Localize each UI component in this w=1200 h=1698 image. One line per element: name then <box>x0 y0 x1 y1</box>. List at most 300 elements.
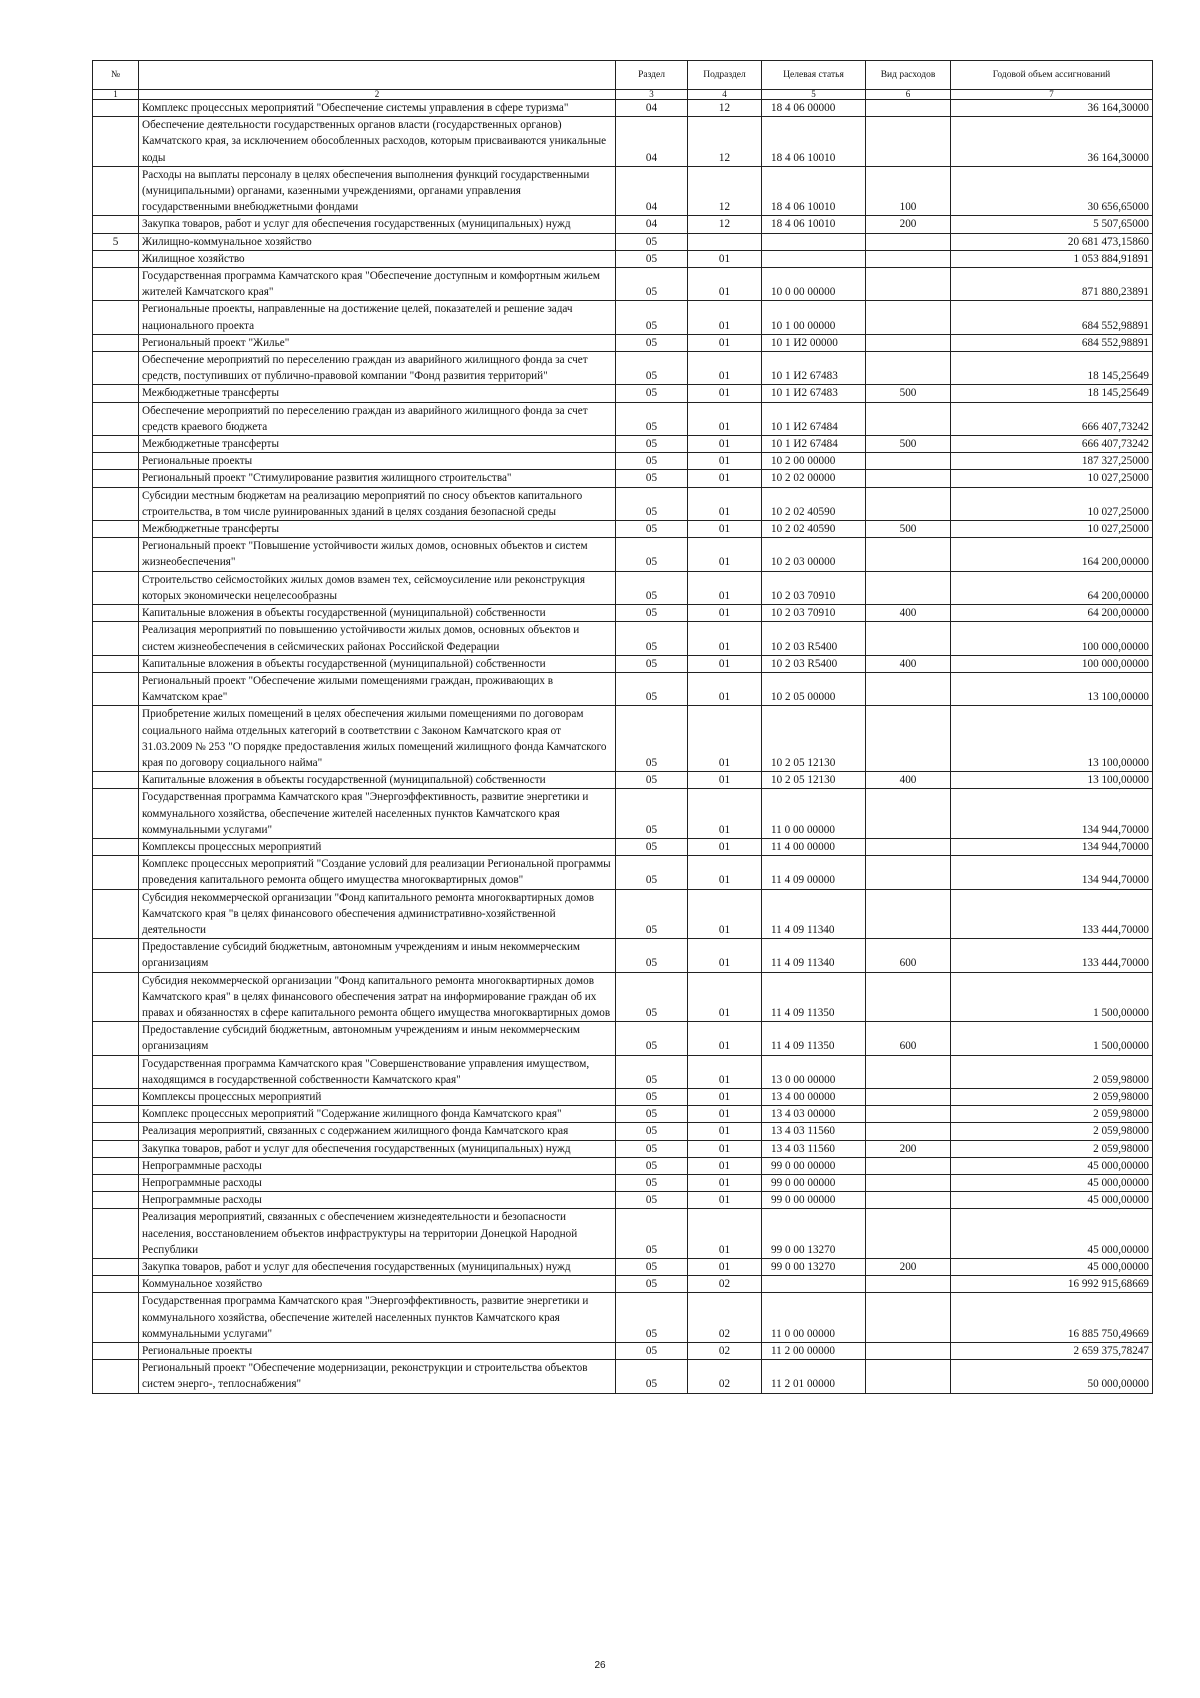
row-razdel-cell: 05 <box>616 789 688 839</box>
table-row <box>93 838 1153 855</box>
row-podrazdel-cell: 01 <box>688 1192 762 1209</box>
col-header-annual-volume: Годовой объем ассигнований <box>951 61 1153 90</box>
row-razdel-cell: 05 <box>616 352 688 385</box>
row-podrazdel-cell: 02 <box>688 1276 762 1293</box>
row-target-article-cell: 10 1 И2 67484 <box>762 402 866 435</box>
row-amount-cell: 133 444,70000 <box>951 939 1153 972</box>
row-name-cell: Закупка товаров, работ и услуг для обеспечения государственных (муниципальных) нужд <box>139 1259 616 1276</box>
row-number-cell <box>93 838 139 855</box>
row-expense-type-cell <box>866 889 951 939</box>
row-razdel-cell: 05 <box>616 1343 688 1360</box>
row-number-cell <box>93 1209 139 1259</box>
row-podrazdel-cell: 12 <box>688 166 762 216</box>
row-razdel-cell: 05 <box>616 521 688 538</box>
row-amount-cell: 871 880,23891 <box>951 268 1153 301</box>
row-podrazdel-cell: 01 <box>688 622 762 655</box>
row-podrazdel-cell: 01 <box>688 838 762 855</box>
row-expense-type-cell <box>866 1106 951 1123</box>
row-podrazdel-cell: 01 <box>688 605 762 622</box>
row-target-article-cell: 99 0 00 13270 <box>762 1259 866 1276</box>
row-podrazdel-cell: 01 <box>688 1123 762 1140</box>
row-amount-cell: 45 000,00000 <box>951 1157 1153 1174</box>
row-razdel-cell: 05 <box>616 605 688 622</box>
row-razdel-cell: 05 <box>616 453 688 470</box>
row-name-cell: Комплексы процессных мероприятий <box>139 838 616 855</box>
row-podrazdel-cell: 01 <box>688 334 762 351</box>
row-number-cell <box>93 216 139 233</box>
row-expense-type-cell <box>866 334 951 351</box>
row-number-cell <box>93 706 139 772</box>
row-amount-cell: 30 656,65000 <box>951 166 1153 216</box>
row-name-cell: Обеспечение мероприятий по переселению граждан из аварийного жилищного фонда за счет средств краевого бюджета <box>139 402 616 435</box>
row-razdel-cell: 05 <box>616 1140 688 1157</box>
row-podrazdel-cell: 12 <box>688 216 762 233</box>
row-amount-cell: 187 327,25000 <box>951 453 1153 470</box>
row-name-cell: Региональный проект "Стимулирование развития жилищного строительства" <box>139 470 616 487</box>
table-row <box>93 1157 1153 1174</box>
row-name-cell: Обеспечение мероприятий по переселению граждан из аварийного жилищного фонда за счет средств, поступивших от публично-правовой компании "Фонд развития территорий" <box>139 352 616 385</box>
row-name-cell: Капитальные вложения в объекты государственной (муниципальной) собственности <box>139 605 616 622</box>
row-razdel-cell: 05 <box>616 1106 688 1123</box>
row-expense-type-cell <box>866 1088 951 1105</box>
row-target-article-cell: 10 2 05 12130 <box>762 706 866 772</box>
row-razdel-cell: 05 <box>616 655 688 672</box>
row-target-article-cell: 18 4 06 00000 <box>762 100 866 117</box>
row-name-cell: Закупка товаров, работ и услуг для обеспечения государственных (муниципальных) нужд <box>139 1140 616 1157</box>
row-razdel-cell: 05 <box>616 1293 688 1343</box>
table-row <box>93 538 1153 571</box>
row-expense-type-cell <box>866 1209 951 1259</box>
row-razdel-cell: 05 <box>616 385 688 402</box>
table-row <box>93 117 1153 167</box>
row-name-cell: Жилищное хозяйство <box>139 250 616 267</box>
row-amount-cell: 45 000,00000 <box>951 1209 1153 1259</box>
row-name-cell: Региональные проекты <box>139 453 616 470</box>
row-expense-type-cell <box>866 453 951 470</box>
row-target-article-cell: 99 0 00 00000 <box>762 1192 866 1209</box>
row-amount-cell: 134 944,70000 <box>951 856 1153 889</box>
row-number-cell <box>93 1192 139 1209</box>
col-header-target-article: Целевая статья <box>762 61 866 90</box>
col-number-4: 4 <box>688 90 762 100</box>
row-number-cell <box>93 1259 139 1276</box>
row-expense-type-cell <box>866 1175 951 1192</box>
row-target-article-cell: 11 2 01 00000 <box>762 1360 866 1393</box>
row-razdel-cell: 05 <box>616 1175 688 1192</box>
row-number-cell <box>93 268 139 301</box>
table-row <box>93 166 1153 216</box>
row-amount-cell: 134 944,70000 <box>951 789 1153 839</box>
row-target-article-cell: 11 4 09 00000 <box>762 856 866 889</box>
row-number-cell <box>93 1276 139 1293</box>
row-razdel-cell: 05 <box>616 706 688 772</box>
row-number-cell <box>93 939 139 972</box>
row-razdel-cell: 04 <box>616 216 688 233</box>
row-amount-cell: 100 000,00000 <box>951 622 1153 655</box>
row-razdel-cell: 05 <box>616 470 688 487</box>
row-number-cell <box>93 1157 139 1174</box>
row-podrazdel-cell: 02 <box>688 1360 762 1393</box>
row-target-article-cell <box>762 250 866 267</box>
row-number-cell <box>93 856 139 889</box>
row-expense-type-cell <box>866 1293 951 1343</box>
row-name-cell: Государственная программа Камчатского края "Совершенствование управления имуществом, находящимся в государственной собственности Камчатского края" <box>139 1055 616 1088</box>
row-amount-cell: 134 944,70000 <box>951 838 1153 855</box>
row-amount-cell: 2 059,98000 <box>951 1123 1153 1140</box>
row-name-cell: Предоставление субсидий бюджетным, автономным учреждениям и иным некоммерческим организациям <box>139 939 616 972</box>
row-podrazdel-cell: 02 <box>688 1343 762 1360</box>
row-expense-type-cell <box>866 402 951 435</box>
row-name-cell: Государственная программа Камчатского края "Энергоэффективность, развитие энергетики и коммунального хозяйства, обеспечение жителей населенных пунктов Камчатского края коммунальными услугами" <box>139 1293 616 1343</box>
row-razdel-cell: 05 <box>616 1276 688 1293</box>
row-target-article-cell: 10 2 03 70910 <box>762 571 866 604</box>
row-name-cell: Коммунальное хозяйство <box>139 1276 616 1293</box>
table-row <box>93 216 1153 233</box>
table-row <box>93 1276 1153 1293</box>
col-number-6: 6 <box>866 90 951 100</box>
row-name-cell: Расходы на выплаты персоналу в целях обеспечения выполнения функций государственными (муниципальными) органами, казенными учреждениями, органами управления государственными внебюджетными фондами <box>139 166 616 216</box>
row-amount-cell: 666 407,73242 <box>951 436 1153 453</box>
table-row <box>93 622 1153 655</box>
row-amount-cell: 10 027,25000 <box>951 487 1153 520</box>
row-amount-cell: 2 059,98000 <box>951 1088 1153 1105</box>
table-row <box>93 1192 1153 1209</box>
row-amount-cell: 2 059,98000 <box>951 1140 1153 1157</box>
row-target-article-cell: 11 2 00 00000 <box>762 1343 866 1360</box>
row-expense-type-cell: 100 <box>866 166 951 216</box>
row-name-cell: Непрограммные расходы <box>139 1192 616 1209</box>
row-target-article-cell: 10 2 02 40590 <box>762 487 866 520</box>
column-numbers-row <box>93 90 1153 100</box>
table-row <box>93 1293 1153 1343</box>
row-podrazdel-cell: 12 <box>688 117 762 167</box>
row-razdel-cell: 05 <box>616 672 688 705</box>
row-expense-type-cell <box>866 622 951 655</box>
row-name-cell: Региональный проект "Повышение устойчивости жилых домов, основных объектов и систем жизнеобеспечения" <box>139 538 616 571</box>
table-row <box>93 571 1153 604</box>
row-razdel-cell: 05 <box>616 1192 688 1209</box>
row-razdel-cell: 04 <box>616 100 688 117</box>
row-number-cell <box>93 117 139 167</box>
row-number-cell <box>93 521 139 538</box>
row-razdel-cell: 05 <box>616 571 688 604</box>
table-row <box>93 402 1153 435</box>
row-razdel-cell: 05 <box>616 1022 688 1055</box>
row-expense-type-cell <box>866 100 951 117</box>
row-razdel-cell: 05 <box>616 1157 688 1174</box>
table-row <box>93 789 1153 839</box>
row-name-cell: Региональные проекты <box>139 1343 616 1360</box>
table-row <box>93 1022 1153 1055</box>
row-razdel-cell: 05 <box>616 1088 688 1105</box>
row-razdel-cell: 05 <box>616 1259 688 1276</box>
row-target-article-cell: 10 2 00 00000 <box>762 453 866 470</box>
row-amount-cell: 45 000,00000 <box>951 1175 1153 1192</box>
row-name-cell: Реализация мероприятий по повышению устойчивости жилых домов, основных объектов и систем жизнеобеспечения в сейсмических районах Российской Федерации <box>139 622 616 655</box>
row-podrazdel-cell: 12 <box>688 100 762 117</box>
row-target-article-cell: 10 2 03 00000 <box>762 538 866 571</box>
row-number-cell <box>93 1360 139 1393</box>
row-podrazdel-cell: 01 <box>688 301 762 334</box>
col-number-7: 7 <box>951 90 1153 100</box>
row-amount-cell: 1 500,00000 <box>951 972 1153 1022</box>
row-podrazdel-cell: 01 <box>688 672 762 705</box>
table-row <box>93 856 1153 889</box>
row-expense-type-cell: 400 <box>866 772 951 789</box>
row-razdel-cell: 05 <box>616 538 688 571</box>
table-row <box>93 1209 1153 1259</box>
row-expense-type-cell: 600 <box>866 1022 951 1055</box>
row-expense-type-cell <box>866 1157 951 1174</box>
row-podrazdel-cell: 01 <box>688 1022 762 1055</box>
row-target-article-cell <box>762 233 866 250</box>
row-number-cell <box>93 436 139 453</box>
row-name-cell: Непрограммные расходы <box>139 1157 616 1174</box>
row-amount-cell: 50 000,00000 <box>951 1360 1153 1393</box>
row-razdel-cell: 05 <box>616 856 688 889</box>
row-name-cell: Региональный проект "Жилье" <box>139 334 616 351</box>
row-amount-cell: 100 000,00000 <box>951 655 1153 672</box>
row-name-cell: Субсидия некоммерческой организации "Фонд капитального ремонта многоквартирных домов Камчатского края "в целях финансового обеспечения административно-хозяйственной деятельности <box>139 889 616 939</box>
row-razdel-cell: 05 <box>616 1055 688 1088</box>
row-target-article-cell: 99 0 00 00000 <box>762 1175 866 1192</box>
row-number-cell <box>93 655 139 672</box>
row-name-cell: Комплекс процессных мероприятий "Обеспечение системы управления в сфере туризма" <box>139 100 616 117</box>
row-name-cell: Межбюджетные трансферты <box>139 521 616 538</box>
row-expense-type-cell <box>866 1360 951 1393</box>
row-amount-cell: 16 992 915,68669 <box>951 1276 1153 1293</box>
row-podrazdel-cell: 01 <box>688 1175 762 1192</box>
col-header-podrazdel: Подраздел <box>688 61 762 90</box>
row-expense-type-cell <box>866 301 951 334</box>
row-target-article-cell: 11 4 09 11340 <box>762 939 866 972</box>
row-expense-type-cell <box>866 487 951 520</box>
col-number-5: 5 <box>762 90 866 100</box>
table-row <box>93 655 1153 672</box>
table-row <box>93 1123 1153 1140</box>
row-number-cell: 5 <box>93 233 139 250</box>
row-target-article-cell: 10 1 И2 67484 <box>762 436 866 453</box>
col-header-name <box>139 61 616 90</box>
row-razdel-cell: 05 <box>616 334 688 351</box>
table-row <box>93 100 1153 117</box>
row-number-cell <box>93 672 139 705</box>
row-expense-type-cell <box>866 268 951 301</box>
row-target-article-cell: 18 4 06 10010 <box>762 117 866 167</box>
row-name-cell: Обеспечение деятельности государственных органов власти (государственных органов) Камчатского края, за исключением обособленных расходов, которым присваиваются уникальные коды <box>139 117 616 167</box>
row-razdel-cell: 05 <box>616 436 688 453</box>
row-number-cell <box>93 772 139 789</box>
row-name-cell: Межбюджетные трансферты <box>139 385 616 402</box>
row-number-cell <box>93 100 139 117</box>
table-body <box>93 100 1153 1394</box>
row-amount-cell: 64 200,00000 <box>951 571 1153 604</box>
row-expense-type-cell: 600 <box>866 939 951 972</box>
row-expense-type-cell: 200 <box>866 216 951 233</box>
row-number-cell <box>93 166 139 216</box>
row-amount-cell: 13 100,00000 <box>951 706 1153 772</box>
row-number-cell <box>93 622 139 655</box>
row-name-cell: Реализация мероприятий, связанных с содержанием жилищного фонда Камчатского края <box>139 1123 616 1140</box>
row-number-cell <box>93 1088 139 1105</box>
row-name-cell: Региональный проект "Обеспечение жилыми помещениями граждан, проживающих в Камчатском крае" <box>139 672 616 705</box>
row-amount-cell: 36 164,30000 <box>951 100 1153 117</box>
row-razdel-cell: 05 <box>616 939 688 972</box>
row-podrazdel-cell: 01 <box>688 772 762 789</box>
table-row <box>93 1175 1153 1192</box>
row-amount-cell: 16 885 750,49669 <box>951 1293 1153 1343</box>
row-amount-cell: 164 200,00000 <box>951 538 1153 571</box>
row-target-article-cell: 10 1 00 00000 <box>762 301 866 334</box>
row-target-article-cell: 11 4 09 11340 <box>762 889 866 939</box>
row-name-cell: Субсидии местным бюджетам на реализацию мероприятий по сносу объектов капитального строительства, в том числе руинированных зданий в целях создания безопасной среды <box>139 487 616 520</box>
row-podrazdel-cell: 02 <box>688 1293 762 1343</box>
row-podrazdel-cell: 01 <box>688 1140 762 1157</box>
row-expense-type-cell <box>866 1192 951 1209</box>
row-number-cell <box>93 889 139 939</box>
row-name-cell: Жилищно-коммунальное хозяйство <box>139 233 616 250</box>
row-podrazdel-cell: 01 <box>688 352 762 385</box>
table-row <box>93 521 1153 538</box>
row-name-cell: Капитальные вложения в объекты государственной (муниципальной) собственности <box>139 655 616 672</box>
row-number-cell <box>93 385 139 402</box>
row-number-cell <box>93 605 139 622</box>
table-row <box>93 706 1153 772</box>
col-header-number: № <box>93 61 139 90</box>
row-target-article-cell: 11 4 09 11350 <box>762 1022 866 1055</box>
table-row <box>93 453 1153 470</box>
row-target-article-cell: 13 0 00 00000 <box>762 1055 866 1088</box>
row-number-cell <box>93 1343 139 1360</box>
col-number-2: 2 <box>139 90 616 100</box>
row-number-cell <box>93 1140 139 1157</box>
row-podrazdel-cell: 01 <box>688 402 762 435</box>
row-podrazdel-cell: 01 <box>688 1157 762 1174</box>
row-number-cell <box>93 402 139 435</box>
row-target-article-cell: 10 2 05 12130 <box>762 772 866 789</box>
table-row <box>93 605 1153 622</box>
table-row <box>93 972 1153 1022</box>
row-razdel-cell: 05 <box>616 1360 688 1393</box>
row-amount-cell: 18 145,25649 <box>951 385 1153 402</box>
row-razdel-cell: 05 <box>616 487 688 520</box>
row-target-article-cell: 10 2 02 00000 <box>762 470 866 487</box>
row-razdel-cell: 04 <box>616 166 688 216</box>
row-expense-type-cell <box>866 706 951 772</box>
row-name-cell: Государственная программа Камчатского края "Энергоэффективность, развитие энергетики и коммунального хозяйства, обеспечение жителей населенных пунктов Камчатского края коммунальными услугами" <box>139 789 616 839</box>
table-row <box>93 385 1153 402</box>
table-row <box>93 772 1153 789</box>
row-number-cell <box>93 571 139 604</box>
row-podrazdel-cell: 01 <box>688 939 762 972</box>
row-expense-type-cell <box>866 1343 951 1360</box>
row-name-cell: Региональные проекты, направленные на достижение целей, показателей и решение задач национального проекта <box>139 301 616 334</box>
budget-table-container <box>92 60 1152 1394</box>
row-expense-type-cell <box>866 789 951 839</box>
table-row <box>93 352 1153 385</box>
row-amount-cell: 1 500,00000 <box>951 1022 1153 1055</box>
row-expense-type-cell <box>866 117 951 167</box>
row-razdel-cell: 05 <box>616 838 688 855</box>
row-target-article-cell: 10 1 И2 00000 <box>762 334 866 351</box>
row-podrazdel-cell: 01 <box>688 1106 762 1123</box>
row-name-cell: Региональный проект "Обеспечение модернизации, реконструкции и строительства объектов систем энерго-, теплоснабжения" <box>139 1360 616 1393</box>
row-podrazdel-cell: 01 <box>688 789 762 839</box>
col-header-razdel: Раздел <box>616 61 688 90</box>
row-razdel-cell: 05 <box>616 402 688 435</box>
table-row <box>93 436 1153 453</box>
row-number-cell <box>93 1106 139 1123</box>
row-expense-type-cell <box>866 538 951 571</box>
row-expense-type-cell: 200 <box>866 1259 951 1276</box>
row-expense-type-cell: 500 <box>866 385 951 402</box>
row-target-article-cell: 18 4 06 10010 <box>762 166 866 216</box>
row-razdel-cell: 05 <box>616 250 688 267</box>
row-razdel-cell: 05 <box>616 972 688 1022</box>
row-podrazdel-cell: 01 <box>688 250 762 267</box>
row-target-article-cell: 10 1 И2 67483 <box>762 385 866 402</box>
row-expense-type-cell: 400 <box>866 605 951 622</box>
row-expense-type-cell <box>866 1055 951 1088</box>
row-number-cell <box>93 1123 139 1140</box>
table-header-row <box>93 61 1153 90</box>
row-name-cell: Строительство сейсмостойких жилых домов взамен тех, сейсмоусиление или реконструкция которых экономически нецелесообразны <box>139 571 616 604</box>
row-number-cell <box>93 470 139 487</box>
row-podrazdel-cell: 01 <box>688 1088 762 1105</box>
row-expense-type-cell: 500 <box>866 521 951 538</box>
row-amount-cell: 45 000,00000 <box>951 1192 1153 1209</box>
row-name-cell: Межбюджетные трансферты <box>139 436 616 453</box>
row-amount-cell: 13 100,00000 <box>951 672 1153 705</box>
row-number-cell <box>93 453 139 470</box>
table-row <box>93 470 1153 487</box>
row-amount-cell: 20 681 473,15860 <box>951 233 1153 250</box>
row-podrazdel-cell: 01 <box>688 521 762 538</box>
row-amount-cell: 2 059,98000 <box>951 1055 1153 1088</box>
table-row <box>93 487 1153 520</box>
table-row <box>93 301 1153 334</box>
row-razdel-cell: 05 <box>616 1123 688 1140</box>
table-row <box>93 1343 1153 1360</box>
row-target-article-cell: 13 4 03 00000 <box>762 1106 866 1123</box>
row-razdel-cell: 05 <box>616 1209 688 1259</box>
row-number-cell <box>93 301 139 334</box>
row-target-article-cell: 11 4 00 00000 <box>762 838 866 855</box>
row-name-cell: Комплекс процессных мероприятий "Содержание жилищного фонда Камчатского края" <box>139 1106 616 1123</box>
table-row <box>93 1106 1153 1123</box>
row-number-cell <box>93 538 139 571</box>
row-name-cell: Непрограммные расходы <box>139 1175 616 1192</box>
row-expense-type-cell <box>866 233 951 250</box>
row-razdel-cell: 05 <box>616 889 688 939</box>
row-amount-cell: 684 552,98891 <box>951 334 1153 351</box>
row-expense-type-cell: 500 <box>866 436 951 453</box>
table-row <box>93 1088 1153 1105</box>
table-row <box>93 672 1153 705</box>
table-row <box>93 939 1153 972</box>
row-target-article-cell: 13 4 03 11560 <box>762 1123 866 1140</box>
row-target-article-cell: 10 2 03 R5400 <box>762 622 866 655</box>
row-target-article-cell: 99 0 00 13270 <box>762 1209 866 1259</box>
row-amount-cell: 18 145,25649 <box>951 352 1153 385</box>
row-razdel-cell: 04 <box>616 117 688 167</box>
page-number: 26 <box>594 1660 606 1671</box>
table-row <box>93 889 1153 939</box>
row-podrazdel-cell: 01 <box>688 655 762 672</box>
row-number-cell <box>93 487 139 520</box>
row-number-cell <box>93 250 139 267</box>
table-row <box>93 250 1153 267</box>
